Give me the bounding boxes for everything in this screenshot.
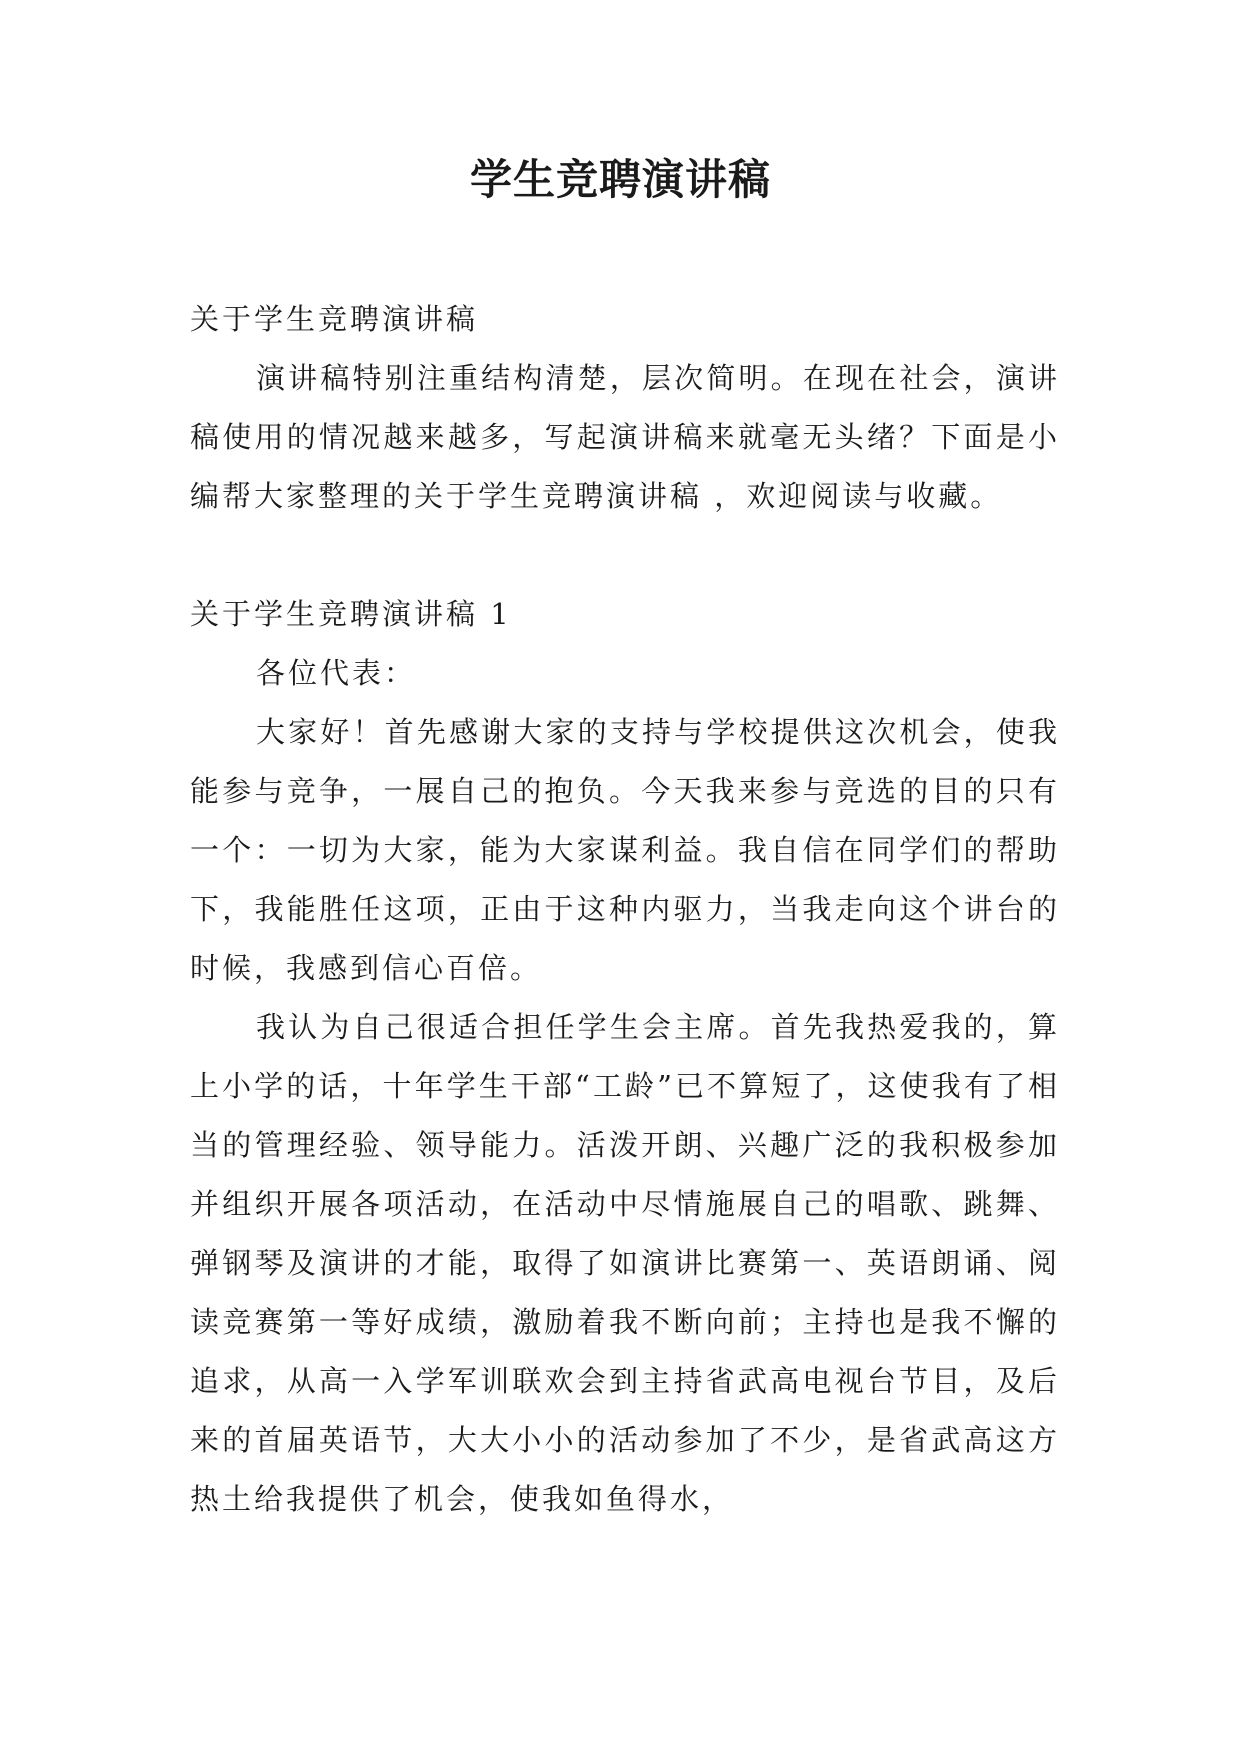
intro-paragraph: 演讲稿特别注重结构清楚，层次简明。在现在社会，演讲稿使用的情况越来越多，写起演讲稿来就毫无头绪？下面是小编帮大家整理的关于学生竞聘演讲稿 ，欢迎阅读与收藏。: [190, 361, 1060, 513]
body-paragraph: 我认为自己很适合担任学生会主席。首先我热爱我的，算上小学的话，十年学生干部“工龄”已不算短了，这使我有了相当的管理经验、领导能力。活泼开朗、兴趣广泛的我积极参加并组织开展各项活动，在活动中尽情施展自己的唱歌、跳舞、弹钢琴及演讲的才能，取得了如演讲比赛第一、英语朗诵、阅读竞赛第一等好成绩，激励着我不断向前；主持也是我不懈的追求，从高一入学军训联欢会到主持省武高电视台节目，及后来的首届英语节，大大小小的活动参加了不少，是省武高这方热土给我提供了机会，使我如鱼得水，: [190, 1010, 1060, 1516]
document-body: [190, 290, 1060, 1529]
salutation: 各位代表：: [256, 656, 417, 690]
subtitle: 关于学生竞聘演讲稿: [190, 302, 479, 336]
body-paragraph: 大家好！首先感谢大家的支持与学校提供这次机会，使我能参与竞争，一展自己的抱负。今天我来参与竞选的目的只有一个：一切为大家，能为大家谋利益。我自信在同学们的帮助下，我能胜任这项，正由于这种内驱力，当我走向这个讲台的时候，我感到信心百倍。: [190, 715, 1060, 985]
section-heading: 关于学生竞聘演讲稿 1: [190, 597, 512, 631]
document-title: 学生竞聘演讲稿: [469, 155, 771, 204]
